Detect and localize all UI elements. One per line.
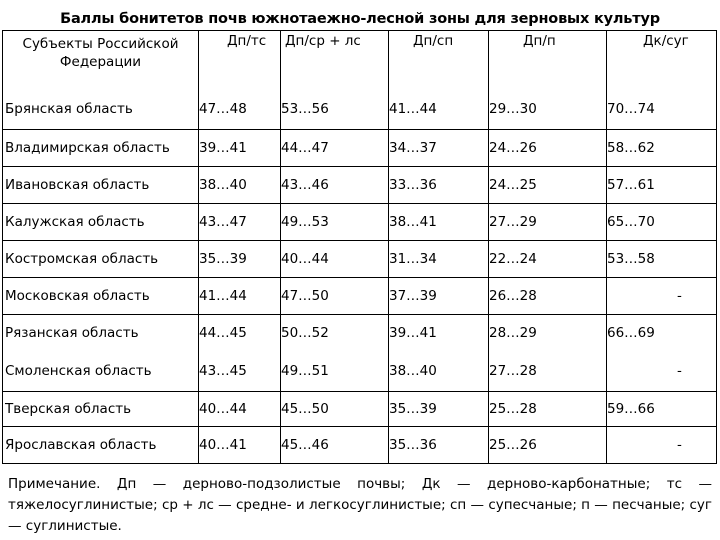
score-cell: 25…28 (489, 392, 607, 427)
score-cell: 27…28 (489, 351, 607, 392)
score-cell: 65…70 (607, 204, 717, 241)
score-cell: 66…69 (607, 315, 717, 352)
region-cell: Владимирская область (3, 130, 199, 167)
table-row (3, 241, 717, 278)
score-cell: - (607, 427, 717, 464)
score-cell: 34…37 (389, 130, 489, 167)
column-header-subjects: Субъекты Российской Федерации (3, 31, 199, 90)
score-cell: 57…61 (607, 167, 717, 204)
table-row (3, 278, 717, 315)
score-cell: 29…30 (489, 89, 607, 130)
bonitet-table (2, 30, 717, 464)
column-header-dp-sr-ls: Дп/ср + лс (281, 31, 389, 90)
region-cell: Тверская область (3, 392, 199, 427)
column-header-dk-sug: Дк/суг (607, 31, 717, 90)
footnote: Примечание. Дп — дерново-подзолистые почвы; Дк — дерново-карбонатные; тс — тяжелосуглинистые; ср + лс — средне- и легкосуглинистые; сп — супесчаные; п — песчаные; суг — суглинистые. (8, 476, 713, 534)
score-cell: 26…28 (489, 278, 607, 315)
score-cell: 35…39 (199, 241, 281, 278)
score-cell: 28…29 (489, 315, 607, 352)
score-cell: 41…44 (389, 89, 489, 130)
region-cell: Ивановская область (3, 167, 199, 204)
score-cell: 45…46 (281, 427, 389, 464)
score-cell: 50…52 (281, 315, 389, 352)
table-row (3, 130, 717, 167)
region-cell: Рязанская область (3, 315, 199, 352)
table-row (3, 89, 717, 130)
score-cell: 53…56 (281, 89, 389, 130)
score-cell: 40…44 (281, 241, 389, 278)
score-cell: 43…47 (199, 204, 281, 241)
score-cell: 43…45 (199, 351, 281, 392)
score-cell: 38…40 (199, 167, 281, 204)
score-cell: 38…41 (389, 204, 489, 241)
region-cell: Ярославская область (3, 427, 199, 464)
region-cell: Брянская область (3, 89, 199, 130)
score-cell: 40…44 (199, 392, 281, 427)
score-cell: 37…39 (389, 278, 489, 315)
table-row (3, 392, 717, 427)
score-cell: 25…26 (489, 427, 607, 464)
table-row (3, 427, 717, 464)
score-cell: - (607, 278, 717, 315)
table-header-row (3, 31, 717, 90)
score-cell: 27…29 (489, 204, 607, 241)
score-cell: 39…41 (199, 130, 281, 167)
region-cell: Смоленская область (3, 351, 199, 392)
column-header-dp-p: Дп/п (489, 31, 607, 90)
score-cell: 43…46 (281, 167, 389, 204)
score-cell: 41…44 (199, 278, 281, 315)
region-cell: Калужская область (3, 204, 199, 241)
score-cell: 24…26 (489, 130, 607, 167)
score-cell: 35…36 (389, 427, 489, 464)
score-cell: 53…58 (607, 241, 717, 278)
score-cell: 40…41 (199, 427, 281, 464)
score-cell: 38…40 (389, 351, 489, 392)
column-header-dp-ts: Дп/тс (199, 31, 281, 90)
score-cell: 33…36 (389, 167, 489, 204)
score-cell: - (607, 351, 717, 392)
score-cell: 44…47 (281, 130, 389, 167)
score-cell: 49…51 (281, 351, 389, 392)
table-row (3, 351, 717, 392)
table-row (3, 315, 717, 352)
score-cell: 49…53 (281, 204, 389, 241)
score-cell: 59…66 (607, 392, 717, 427)
table-row (3, 167, 717, 204)
score-cell: 47…50 (281, 278, 389, 315)
score-cell: 35…39 (389, 392, 489, 427)
page-title: Баллы бонитетов почв южнотаежно-лесной зоны для зерновых культур (60, 11, 660, 27)
score-cell: 58…62 (607, 130, 717, 167)
score-cell: 47…48 (199, 89, 281, 130)
table-row (3, 204, 717, 241)
score-cell: 44…45 (199, 315, 281, 352)
score-cell: 22…24 (489, 241, 607, 278)
score-cell: 31…34 (389, 241, 489, 278)
score-cell: 70…74 (607, 89, 717, 130)
score-cell: 45…50 (281, 392, 389, 427)
score-cell: 24…25 (489, 167, 607, 204)
region-cell: Костромская область (3, 241, 199, 278)
region-cell: Московская область (3, 278, 199, 315)
column-header-dp-sp: Дп/сп (389, 31, 489, 90)
score-cell: 39…41 (389, 315, 489, 352)
